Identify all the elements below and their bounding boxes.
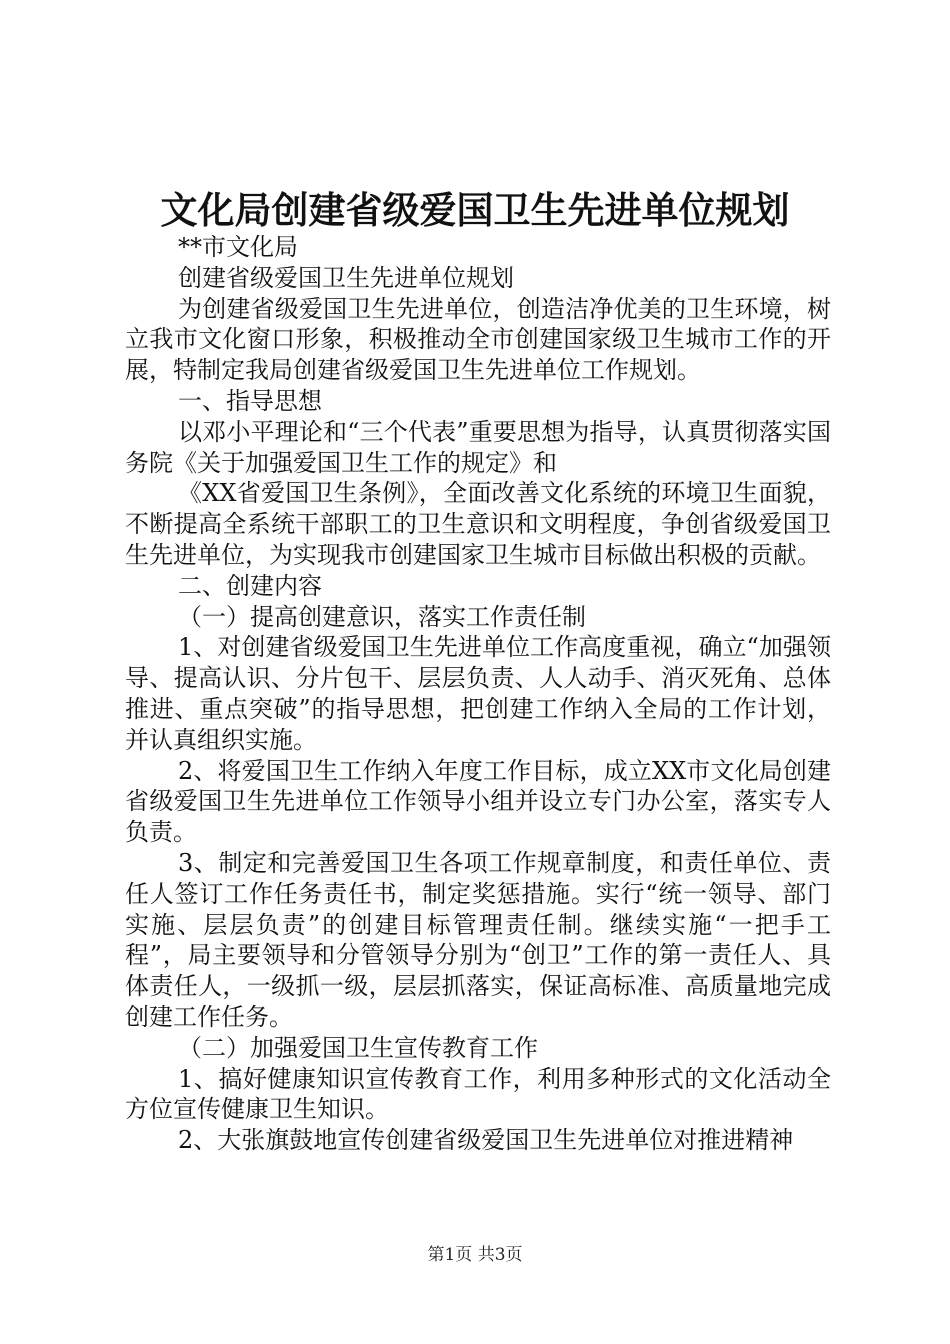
heading-guiding-ideology: 一、指导思想	[178, 386, 322, 415]
document-title: 文化局创建省级爱国卫生先进单位规划	[160, 188, 790, 232]
paragraph-intro: 为创建省级爱国卫生先进单位，创造洁净优美的卫生环境，树立我市文化窗口形象，积极推动全市创建国家级卫生城市工作的开展，特制定我局创建省级爱国卫生先进单位工作规划。	[125, 294, 831, 385]
paragraph-item-3: 3、制定和完善爱国卫生各项工作规章制度，和责任单位、责任人签订工作任务责任书，制定奖惩措施。实行“统一领导、部门实施、层层负责”的创建目标管理责任制。继续实施“一把手工程”，局主要领导和分管领导分别为“创卫”工作的第一责任人、具体责任人，一级抓一级，层层抓落实，保证高标准、高质量地完成创建工作任务。	[125, 848, 831, 1031]
subheading-publicity: （二）加强爱国卫生宣传教育工作	[178, 1033, 538, 1062]
paragraph-publicity-1: 1、搞好健康知识宣传教育工作，利用多种形式的文化活动全方位宣传健康卫生知识。	[125, 1064, 831, 1124]
paragraph-guiding-2: 《XX省爱国卫生条例》，全面改善文化系统的环境卫生面貌，不断提高全系统干部职工的卫生意识和文明程度，争创省级爱国卫生先进单位，为实现我市创建国家卫生城市目标做出积极的贡献。	[125, 479, 831, 569]
paragraph-subtitle: 创建省级爱国卫生先进单位规划	[178, 263, 514, 292]
paragraph-guiding-1: 以邓小平理论和“三个代表”重要思想为指导，认真贯彻落实国务院《关于加强爱国卫生工作的规定》和	[125, 417, 831, 477]
heading-content: 二、创建内容	[178, 571, 322, 600]
document-body	[125, 232, 831, 1156]
paragraph-publicity-2: 2、大张旗鼓地宣传创建省级爱国卫生先进单位对推进精神	[178, 1126, 794, 1155]
paragraph-item-1: 1、对创建省级爱国卫生先进单位工作高度重视，确立“加强领导、提高认识、分片包干、层层负责、人人动手、消灭死角、总体推进、重点突破”的指导思想，把创建工作纳入全局的工作计划，并认真组织实施。	[125, 633, 831, 754]
paragraph-issuer: **市文化局	[178, 233, 298, 261]
page-number-footer: 第1页 共3页	[427, 1245, 523, 1265]
subheading-awareness: （一）提高创建意识，落实工作责任制	[178, 602, 586, 631]
paragraph-item-2: 2、将爱国卫生工作纳入年度工作目标，成立XX市文化局创建省级爱国卫生先进单位工作领导小组并设立专门办公室，落实专人负责。	[125, 756, 831, 847]
